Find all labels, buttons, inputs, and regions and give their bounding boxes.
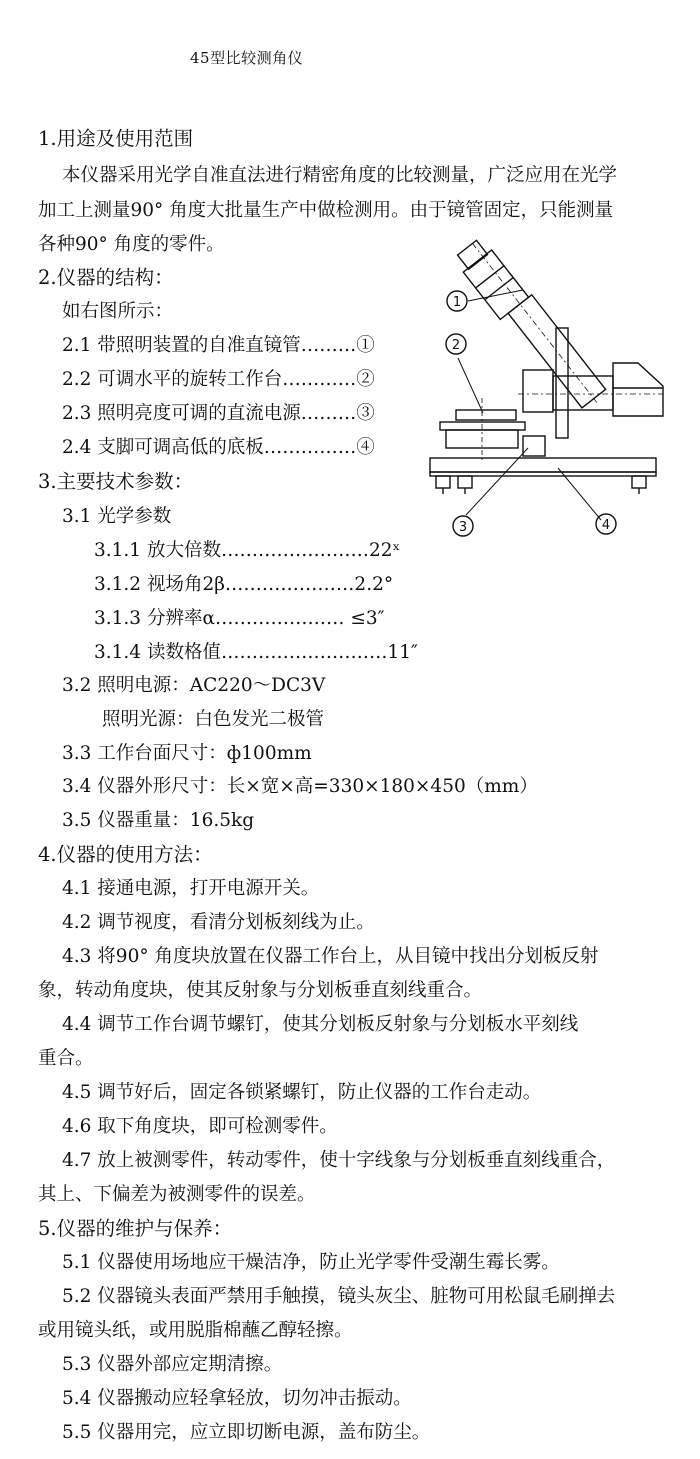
usage-step: 4.1 接通电源，打开电源开关。 [62,878,320,899]
optics-subheading: 3.1 光学参数 [62,506,172,527]
section-1-heading: 1.用途及使用范围 [38,127,194,150]
usage-step-cont: 重合。 [38,1048,94,1069]
optics-param: 3.1.2 视场角2β…………………2.2° [94,574,394,595]
optics-param: 3.1.1 放大倍数……………………22ˣ [94,540,401,561]
page-title: 45型比较测角仪 [190,49,304,67]
section-1-para-line-3: 各种90° 角度的零件。 [38,234,225,255]
section-3-heading: 3.主要技术参数： [38,470,194,493]
usage-step: 4.5 调节好后，固定各锁紧螺钉，防止仪器的工作台走动。 [62,1082,542,1103]
structure-item: 2.4 支脚可调高低的底板……………④ [62,437,375,458]
callout-label: 1 [452,295,462,310]
section-1-para-line-1: 本仪器采用光学自准直法进行精密角度的比较测量，广泛应用在光学 [62,165,618,186]
power-spec: 3.2 照明电源：AC220～DC3V [62,675,326,696]
maintenance-item: 5.3 仪器外部应定期清擦。 [62,1354,283,1375]
usage-step: 4.7 放上被测零件，转动零件，使十字线象与分划板垂直刻线重合， [62,1150,616,1171]
usage-step: 4.6 取下角度块，即可检测零件。 [62,1116,338,1137]
usage-step-cont: 象，转动角度块，使其反射象与分划板垂直刻线重合。 [38,980,483,1001]
callout-label: 2 [451,338,461,353]
structure-item: 2.1 带照明装置的自准直镜管………① [62,335,375,356]
callout-label: 3 [458,520,468,535]
usage-step: 4.3 将90° 角度块放置在仪器工作台上，从目镜中找出分划板反射 [62,946,599,967]
maintenance-item: 5.1 仪器使用场地应干燥洁净，防止光学零件受潮生霉长雾。 [62,1252,560,1273]
usage-step: 4.2 调节视度，看清分划板刻线为止。 [62,912,375,933]
light-spec: 照明光源：白色发光二极管 [102,709,325,730]
optics-param: 3.1.3 分辨率α………………… ≤3″ [94,608,385,629]
usage-step-cont: 其上、下偏差为被测零件的误差。 [38,1184,316,1205]
maintenance-item: 5.2 仪器镜头表面严禁用手触摸，镜头灰尘、脏物可用松鼠毛刷掸去 [62,1286,616,1307]
maintenance-item: 5.5 仪器用完，应立即切断电源，盖布防尘。 [62,1422,431,1443]
section-4-heading: 4.仪器的使用方法： [38,843,213,866]
usage-step: 4.4 调节工作台调节螺钉，使其分划板反射象与分划板水平刻线 [62,1014,579,1035]
section-5-heading: 5.仪器的维护与保养： [38,1217,233,1240]
maintenance-item-cont: 或用镜头纸，或用脱脂棉蘸乙醇轻擦。 [38,1320,353,1341]
weight-spec: 3.5 仪器重量：16.5kg [62,810,255,831]
section-2-heading: 2.仪器的结构： [38,266,174,289]
structure-item: 2.2 可调水平的旋转工作台…………② [62,369,375,390]
callout-label: 4 [601,518,611,533]
maintenance-item: 5.4 仪器搬动应轻拿轻放，切勿冲击振动。 [62,1388,412,1409]
table-size-spec: 3.3 工作台面尺寸：ф100mm [62,743,312,764]
structure-item: 2.3 照明亮度可调的直流电源………③ [62,403,375,424]
instrument-diagram [428,238,668,538]
section-2-intro: 如右图所示： [62,301,174,322]
section-1-para-line-2: 加工上测量90° 角度大批量生产中做检测用。由于镜管固定，只能测量 [38,200,614,221]
dimension-spec: 3.4 仪器外形尺寸：长×宽×高=330×180×450（mm） [62,776,538,797]
optics-param: 3.1.4 读数格值………………………11″ [94,642,418,663]
